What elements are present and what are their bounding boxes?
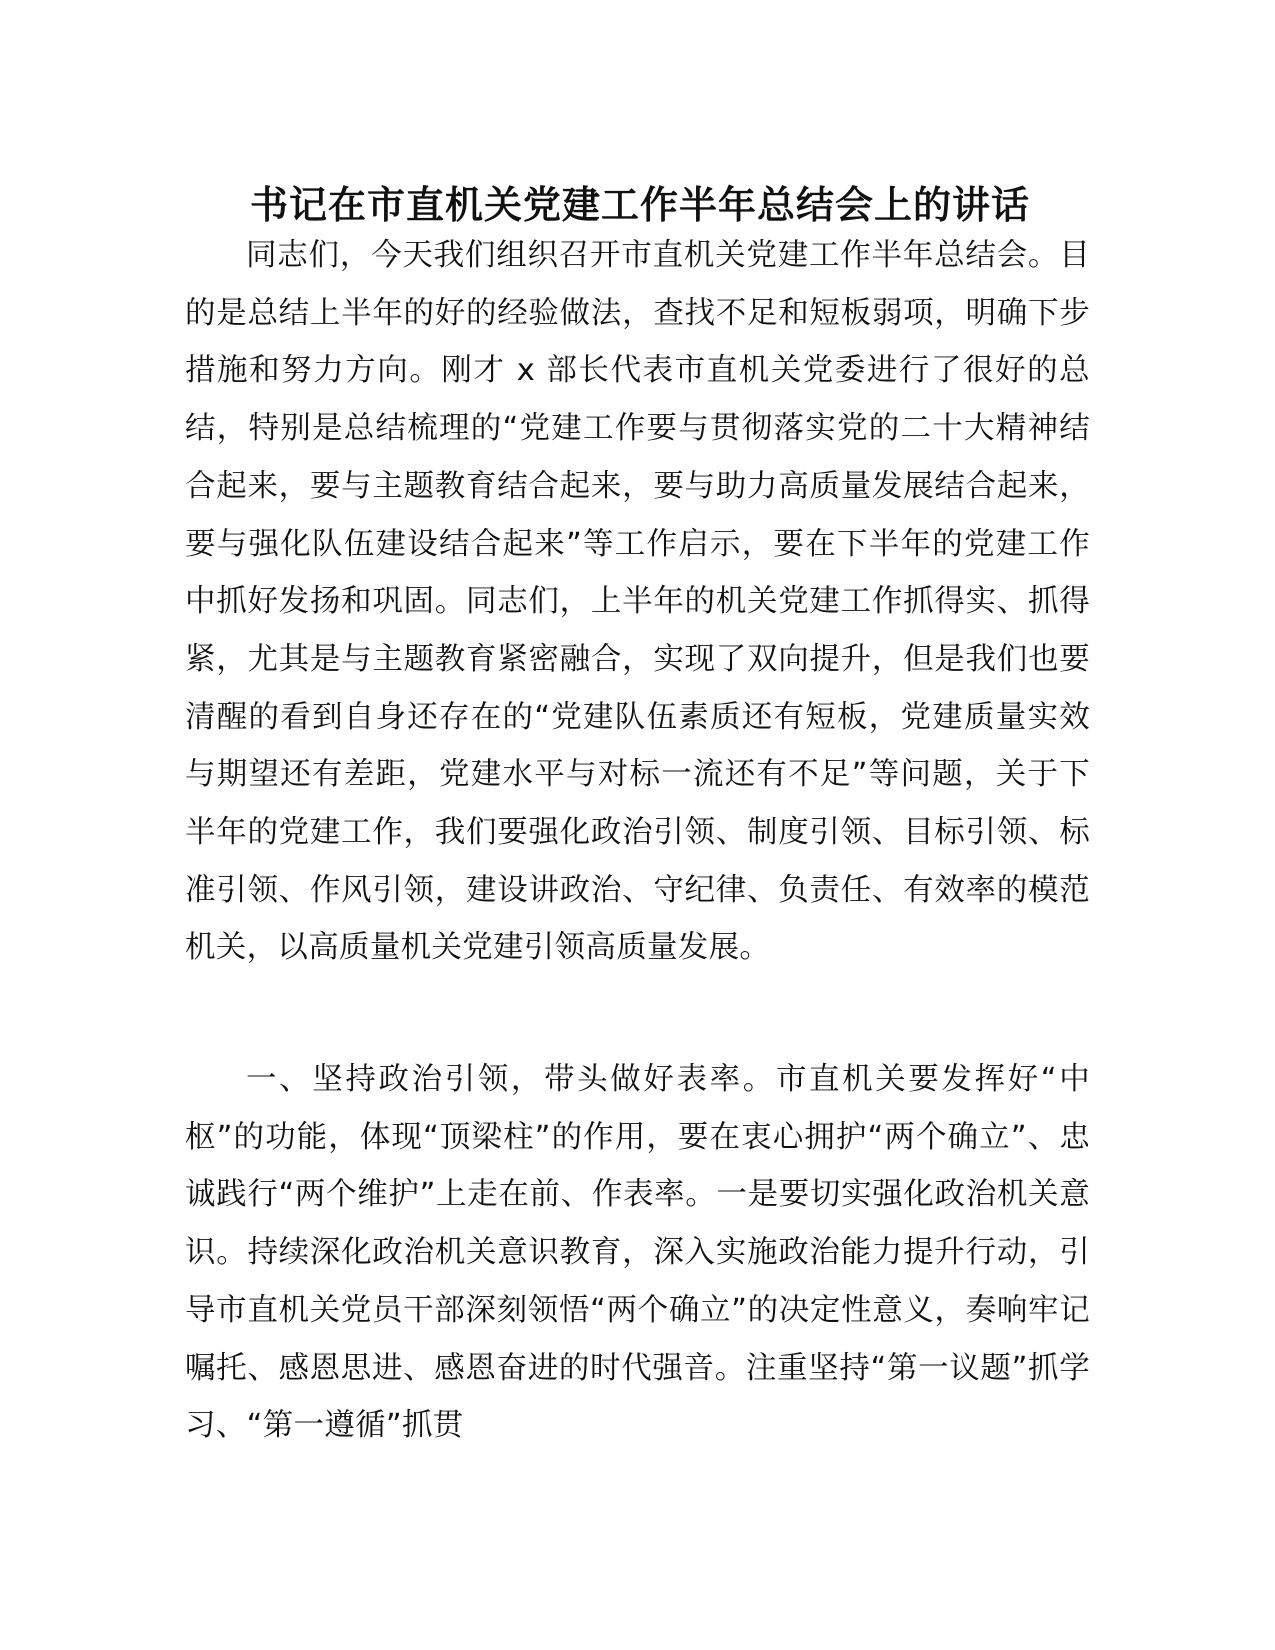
body-paragraph-intro: 同志们，今天我们组织召开市直机关党建工作半年总结会。目的是总结上半年的好的经验做法，查找不足和短板弱项，明确下步措施和努力方向。刚才 x 部长代表市直机关党委进行了很好的总结，特别是总结梳理的“党建工作要与贯彻落实党的二十大精神结合起来，要与主题教育结合起来，要与助力高质量发展结合起来，要与强化队伍建设结合起来”等工作启示，要在下半年的党建工作中抓好发扬和巩固。同志们，上半年的机关党建工作抓得实、抓得紧，尤其是与主题教育紧密融合，实现了双向提升，但是我们也要清醒的看到自身还存在的“党建队伍素质还有短板，党建质量实效与期望还有差距，党建水平与对标一流还有不足”等问题，关于下半年的党建工作，我们要强化政治引领、制度引领、目标引领、标准引领、作风引领，建设讲政治、守纪律、负责任、有效率的模范机关，以高质量机关党建引领高质量发展。 — [185, 238, 1090, 966]
document-title: 书记在市直机关党建工作半年总结会上的讲话 — [249, 183, 1030, 228]
body-paragraph-section-one: 一、坚持政治引领，带头做好表率。市直机关要发挥好“中枢”的功能，体现“顶梁柱”的作用，要在衷心拥护“两个确立”、忠诚践行“两个维护”上走在前、作表率。一是要切实强化政治机关意识。持续深化政治机关意识教育，深入实施政治能力提升行动，引导市直机关党员干部深刻领悟“两个确立”的决定性意义，奏响牢记嘱托、感恩思进、感恩奋进的时代强音。注重坚持“第一议题”抓学习、“第一遵循”抓贯 — [185, 1062, 1090, 1444]
